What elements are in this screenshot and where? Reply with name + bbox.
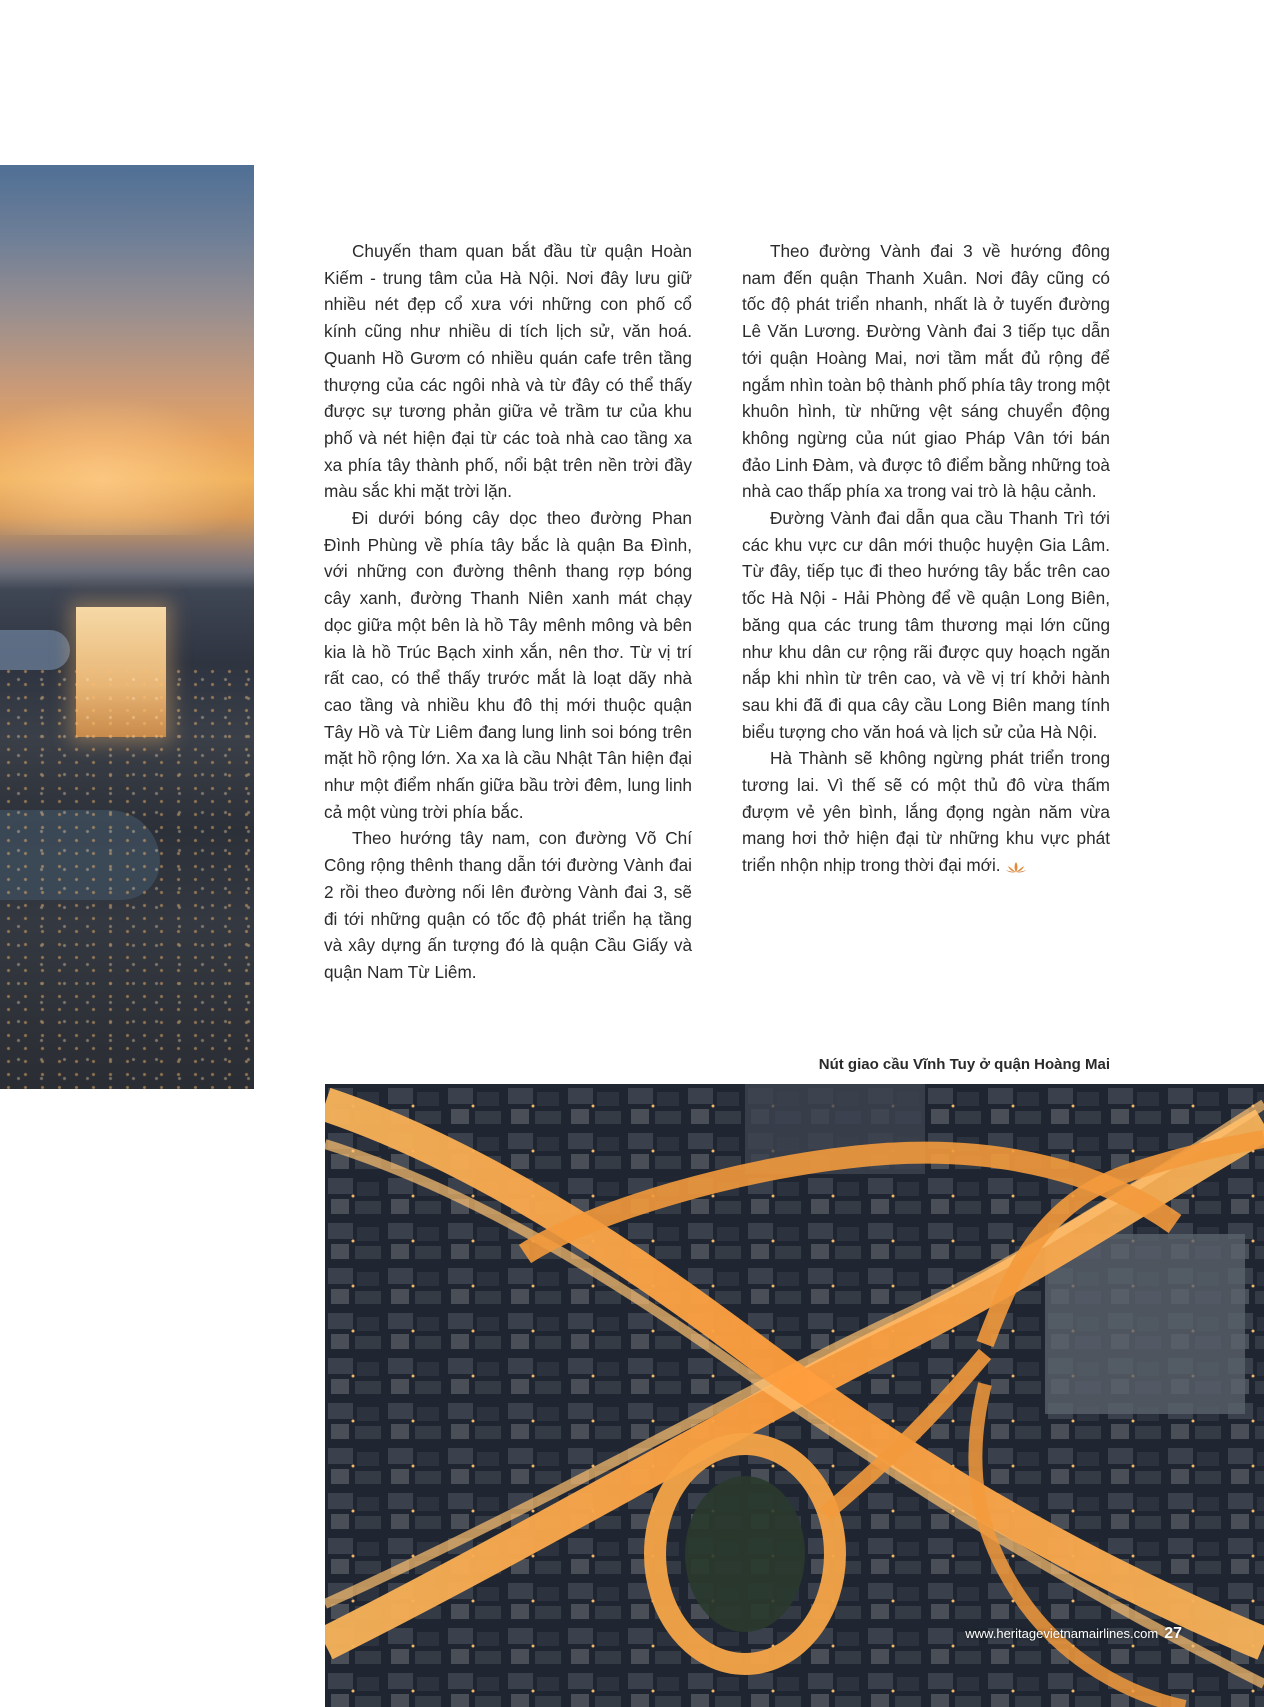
paragraph: Theo đường Vành đai 3 về hướng đông nam đến quận Thanh Xuân. Nơi đây cũng có tốc độ phát triển nhanh, nhất là ở tuyến đường Lê Văn Lương. Đường Vành đai 3 tiếp tục dẫn tới quận Hoàng Mai, nơi tầm mắt đủ rộng để ngắm nhìn toàn bộ thành phố phía tây trong một khuôn hình, từ những vệt sáng chuyển động không ngừng của nút giao Pháp Vân tới bán đảo Linh Đàm, và được tô điểm bằng những toà nhà cao thấp phía xa trong vai trò là hậu cảnh. (742, 241, 1110, 502)
footer-url[interactable]: www.heritagevietnamairlines.com (965, 1626, 1159, 1641)
lotus-icon (1005, 861, 1027, 873)
paragraph-final (742, 745, 1110, 879)
page-number: 27 (1164, 1625, 1182, 1642)
warehouse-roof (1045, 1234, 1245, 1414)
photo-caption: Nút giao cầu Vĩnh Tuy ở quận Hoàng Mai (818, 1056, 1110, 1073)
article-column-right (742, 238, 1110, 879)
interchange-illustration (325, 1084, 1264, 1707)
paragraph: Theo hướng tây nam, con đường Võ Chí Công rộng thênh thang dẫn tới đường Vành đai 2 rồi theo đường nối lên đường Vành đai 3, sẽ đi tới những quận có tốc độ phát triển hạ tầng và xây dựng ấn tượng đó là quận Cầu Giấy và quận Nam Từ Liêm. (324, 828, 692, 982)
paragraph-text: Hà Thành sẽ không ngừng phát triển trong tương lai. Vì thế sẽ có một thủ đô vừa thấm đượm vẻ yên bình, lắng đọng ngàn năm vừa mang hơi thở hiện đại từ những khu vực phát triển nhộn nhịp trong thời đại mới. (742, 748, 1110, 876)
city-lights (0, 665, 254, 1089)
footer (965, 1625, 1182, 1643)
lake (0, 630, 70, 670)
city-sunset-photo (0, 165, 254, 1089)
article-column-left (324, 238, 692, 986)
sunset-glow (0, 395, 254, 535)
interchange-photo (325, 1084, 1264, 1707)
paragraph: Đường Vành đai dẫn qua cầu Thanh Trì tới các khu vực cư dân mới thuộc huyện Gia Lâm. Từ đây, tiếp tục đi theo hướng tây bắc trên cao tốc Hà Nội - Hải Phòng để về quận Long Biên, băng qua các trung tâm thương mại lớn cũng như khu dân cư rộng rãi được quy hoạch ngăn nắp khi nhìn từ trên cao, và về vị trí khởi hành sau khi đã đi qua cây cầu Long Biên mang tính biểu tượng cho văn hoá và lịch sử của Hà Nội. (742, 508, 1110, 742)
paragraph: Chuyến tham quan bắt đầu từ quận Hoàn Kiếm - trung tâm của Hà Nội. Nơi đây lưu giữ nhiều nét đẹp cổ xưa với những con phố cổ kính cũng như nhiều di tích lịch sử, văn hoá. Quanh Hồ Gươm có nhiều quán cafe trên tầng thượng của các ngôi nhà và từ đây có thể thấy được sự tương phản giữa vẻ trầm tư của khu phố và nét hiện đại từ các toà nhà cao tầng xa xa phía tây thành phố, nổi bật trên nền trời đầy màu sắc khi mặt trời lặn. (324, 241, 692, 502)
paragraph: Đi dưới bóng cây dọc theo đường Phan Đình Phùng về phía tây bắc là quận Ba Đình, với những con đường thênh thang rợp bóng cây xanh, đường Thanh Niên xanh mát chạy dọc giữa một bên là hồ Tây mênh mông và bên kia là hồ Trúc Bạch xinh xắn, nên thơ. Từ vị trí rất cao, có thể thấy trước mắt là loạt dãy nhà cao tầng và nhiều khu đô thị mới thuộc quận Tây Hồ và Từ Liêm đang lung linh soi bóng trên mặt hồ rộng lớn. Xa xa là cầu Nhật Tân hiện đại như một điểm nhấn giữa bầu trời đêm, lung linh cả một vùng trời phía bắc. (324, 508, 692, 822)
